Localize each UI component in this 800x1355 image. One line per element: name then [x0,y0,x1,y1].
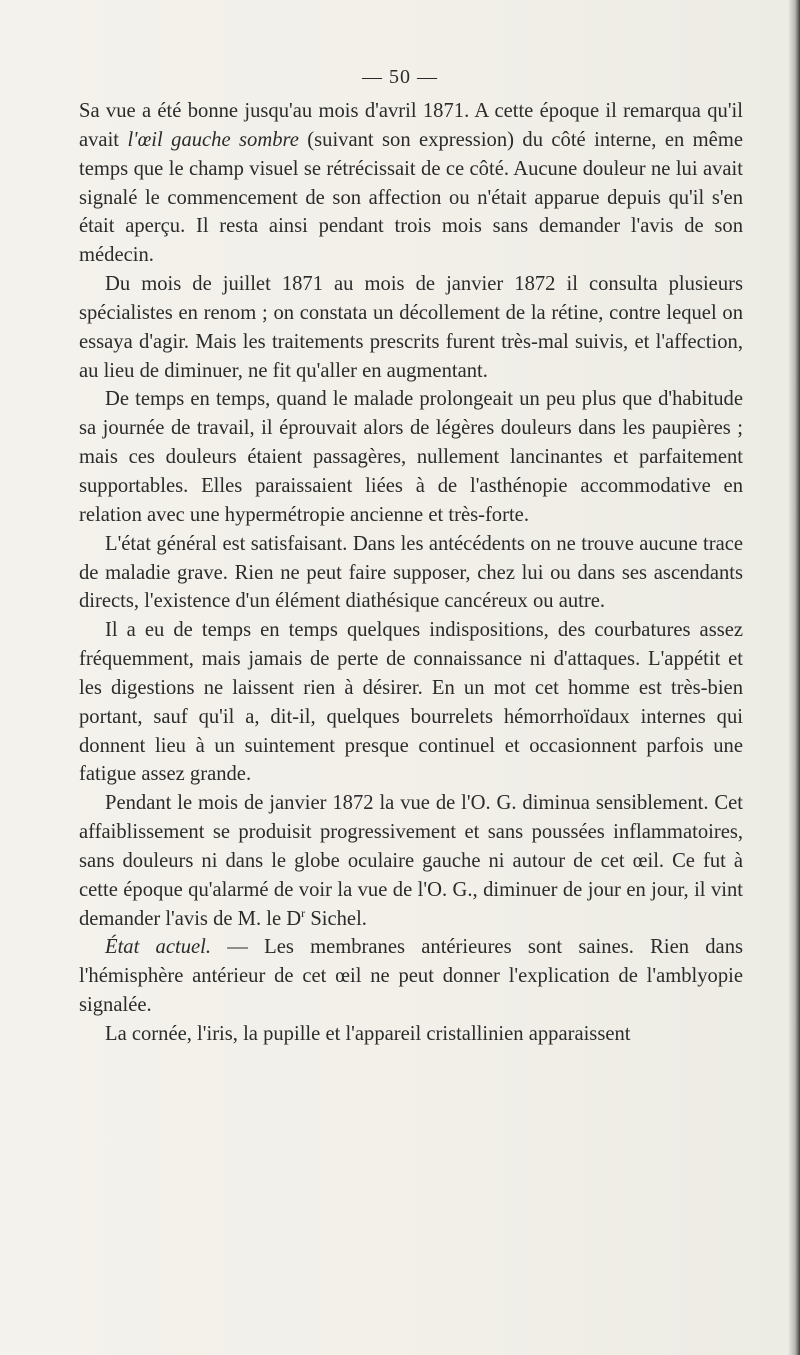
paragraph-6 [79,789,743,933]
paragraph-1-italic: l'œil gauche sombre [127,128,299,151]
paragraph-4: L'état général est satisfaisant. Dans les antécédents on ne trouve aucune trace de maladie grave. Rien ne peut faire supposer, chez lui ou dans ses ascendants directs, l'existence d'un élément diathésique cancéreux ou autre. [79,532,743,613]
paragraph-1-text-a: Sa vue a été bonne jusqu'au mois d'avril 1871. A cette époque il remarqua qu'il avait [79,100,743,151]
paragraph-2: Du mois de juillet 1871 au mois de janvier 1872 il consulta plusieurs spécialistes en renom ; on constata un décollement de la rétine, contre lequel on essaya d'agir. Mais les traitements prescrits furent très-mal suivis, et l'affection, au lieu de diminuer, ne fit qu'aller en augmentant. [79,273,743,382]
section-heading-etat-actuel: État actuel. [105,936,212,959]
paragraph-6-text-b: Sichel. [305,907,367,930]
paragraph-8: La cornée, l'iris, la pupille et l'appareil cristallinien apparaissent [105,1023,631,1045]
paragraph-6-text-a: Pendant le mois de janvier 1872 la vue de l'O. G. diminua sensiblement. Cet affaiblissement se produisit progressivement et sans poussées inflammatoires, sans douleurs ni dans le globe oculaire gauche ni autour de cet œil. Ce fut à cette époque qu'alarmé de voir la vue de l'O. G., diminuer de jour en jour, il vint demander l'avis de M. le D [79,792,743,930]
paragraph-1-text-b: (suivant son expression) du côté interne, en même temps que le champ visuel se rétrécissait de ce côté. Aucune douleur ne lui avait signalé le commencement de son affection ou n'était apparue depuis qu'il s'en était aperçu. Il resta ainsi pendant trois mois sans demander l'avis de son médecin. [79,128,743,267]
paragraph-1 [79,97,743,270]
paragraph-7-text: — Les membranes antérieures sont saines. Rien dans l'hémisphère antérieur de cet œil ne peut donner l'explication de l'amblyopie signalée. [79,936,743,1017]
paragraph-5: Il a eu de temps en temps quelques indispositions, des courbatures assez fréquemment, mais jamais de perte de connaissance ni d'attaques. L'appétit et les digestions ne laissent rien à désirer. En un mot cet homme est très-bien portant, sauf qu'il a, dit-il, quelques bourrelets hémorrhoïdaux internes qui donnent lieu à un suintement presque continuel et occasionnent parfois une fatigue assez grande. [79,619,743,786]
paragraph-3: De temps en temps, quand le malade prolongeait un peu plus que d'habitude sa journée de travail, il éprouvait alors de légères douleurs dans les paupières ; mais ces douleurs étaient passagères, nullement lancinantes et parfaitement supportables. Elles paraissaient liées à de l'asthénopie accommodative en relation avec une hypermétropie ancienne et très-forte. [79,388,743,526]
body-text [79,97,743,1049]
page-edge-shadow [788,0,800,1355]
paragraph-7 [79,933,743,1020]
page-number: — 50 — [362,66,438,88]
paragraph-6-superscript: r [301,905,306,920]
